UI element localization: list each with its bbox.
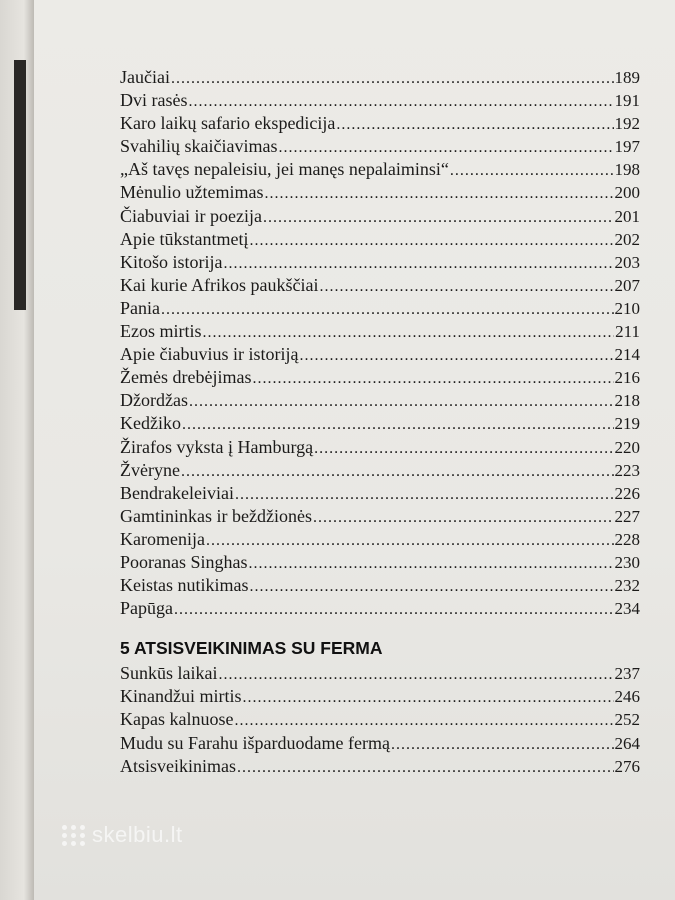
toc-leader [314,437,613,460]
toc-row [120,389,640,412]
toc-page-number: 230 [614,552,640,572]
toc-row [120,66,640,89]
toc-title: Svahilių skaičiavimas [120,136,278,157]
toc-title: Kinandžui mirtis [120,686,242,707]
toc-row [120,135,640,158]
toc-row [120,574,640,597]
toc-page-number: 246 [614,687,640,707]
toc-leader [237,756,614,779]
toc-page-number: 202 [614,229,640,249]
toc-title: Pania [120,297,160,318]
toc-leader [313,506,614,529]
toc-leader [299,344,613,367]
toc-leader [249,229,613,252]
toc-leader [224,252,614,275]
toc-leader [174,598,614,621]
toc-title: Karo laikų safario ekspedicija [120,113,336,134]
toc-page-number: 191 [614,91,640,111]
toc-page-number: 197 [614,137,640,157]
toc-title: Keistas nutikimas [120,575,249,596]
toc-row [120,89,640,112]
toc-page-number: 264 [614,733,640,753]
toc-title: Žvėryne [120,459,180,480]
toc-page-number: 218 [614,391,640,411]
left-page-edge [0,0,34,900]
toc-title: Žirafos vyksta į Hamburgą [120,436,314,457]
watermark [62,822,183,848]
toc-leader [319,275,613,298]
toc-title: Pooranas Singhas [120,551,248,572]
toc-row [120,205,640,228]
left-page-dark-strip [14,60,26,310]
toc-page-number: 276 [614,756,640,776]
toc-leader [181,460,614,483]
toc-title: Čiabuviai ir poezija [120,205,262,226]
toc-row [120,597,640,620]
toc-page-number: 228 [614,529,640,549]
toc-title: Apie čiabuvius ir istoriją [120,344,299,365]
toc-leader [234,709,613,732]
toc-row [120,297,640,320]
toc-row [120,482,640,505]
toc-row [120,459,640,482]
toc-leader [182,413,614,436]
toc-page-number: 189 [614,68,640,87]
table-of-contents [120,66,640,778]
toc-title: Karomenija [120,528,205,549]
toc-row [120,320,640,343]
toc-leader [188,90,613,113]
toc-row [120,551,640,574]
toc-page-number: 214 [614,345,640,365]
toc-title: Apie tūkstantmetį [120,228,249,249]
toc-row [120,112,640,135]
toc-row [120,755,640,778]
toc-title: Jaučiai [120,67,170,87]
toc-leader [203,321,615,344]
toc-title: Kapas kalnuose [120,709,234,730]
toc-leader [235,483,614,506]
toc-leader [336,113,613,136]
toc-row [120,274,640,297]
toc-row [120,181,640,204]
toc-page-number: 210 [614,298,640,318]
toc-title: Papūga [120,598,173,619]
toc-row [120,251,640,274]
toc-title: Dvi rasės [120,90,188,111]
toc-page-number: 203 [614,252,640,272]
toc-row [120,366,640,389]
toc-leader [189,390,614,413]
toc-row [120,528,640,551]
toc-title: Bendrakeleiviai [120,482,234,503]
toc-row [120,158,640,181]
toc-page-number: 234 [614,599,640,619]
toc-row [120,732,640,755]
toc-leader [264,182,613,205]
toc-leader [391,733,614,756]
toc-row [120,708,640,731]
watermark-logo-icon [62,825,86,846]
toc-row [120,505,640,528]
toc-page-number: 192 [614,114,640,134]
toc-row [120,228,640,251]
toc-entries [120,66,640,620]
toc-leader [242,686,613,709]
toc-row [120,343,640,366]
toc-row [120,662,640,685]
toc-page-number: 201 [614,206,640,226]
toc-page-number: 216 [614,368,640,388]
section-heading: 5 ATSISVEIKINIMAS SU FERMA [120,638,383,659]
toc-title: Atsisveikinimas [120,755,236,776]
toc-title: Žemės drebėjimas [120,367,252,388]
toc-row [120,436,640,459]
toc-title: Kitošo istorija [120,251,223,272]
toc-page-number: 211 [615,322,640,342]
toc-page-number: 226 [614,483,640,503]
toc-leader [249,552,614,575]
toc-leader [206,529,614,552]
toc-title: Kedžiko [120,413,181,434]
toc-page-number: 227 [614,506,640,526]
toc-page-number: 200 [614,183,640,203]
toc-title: Džordžas [120,390,188,411]
toc-title: Sunkūs laikai [120,663,218,684]
toc-leader [278,136,613,159]
toc-page-number: 198 [614,160,640,180]
toc-leader [263,206,614,229]
toc-title: Gamtininkas ir beždžionės [120,505,312,526]
toc-page-number: 223 [614,460,640,480]
toc-title: Ezos mirtis [120,321,202,342]
section5-entries [120,662,640,777]
toc-title: Kai kurie Afrikos paukščiai [120,274,319,295]
toc-leader [219,663,614,686]
toc-leader [252,367,613,390]
watermark-text: skelbiu.lt [92,822,183,847]
toc-page-number: 252 [614,710,640,730]
toc-title: Mudu su Farahu išparduodame fermą [120,732,390,753]
toc-page-number: 232 [614,576,640,596]
toc-page-number: 207 [614,275,640,295]
toc-leader [171,67,614,90]
toc-page-number: 219 [614,414,640,434]
toc-title: Mėnulio užtemimas [120,182,264,203]
toc-leader [450,159,614,182]
toc-page-number: 220 [614,437,640,457]
toc-leader [161,298,614,321]
toc-page-number: 237 [614,664,640,684]
toc-row [120,685,640,708]
toc-row [120,412,640,435]
toc-leader [250,575,614,598]
toc-title: „Aš tavęs nepaleisiu, jei manęs nepalaiminsi“ [120,159,449,180]
book-page [34,0,675,900]
